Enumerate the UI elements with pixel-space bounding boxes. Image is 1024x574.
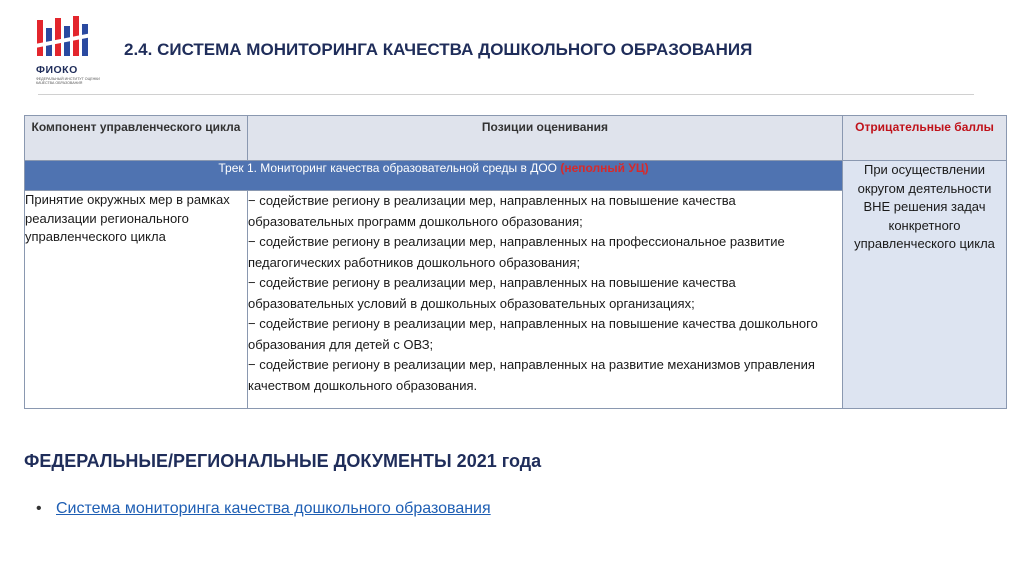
track-label bbox=[25, 161, 843, 191]
track-row bbox=[25, 161, 1007, 191]
component-cell: Принятие окружных мер в рамках реализации регионального управленческого цикла bbox=[25, 191, 248, 409]
track-highlight: (неполный УЦ) bbox=[560, 161, 649, 175]
documents-title: ФЕДЕРАЛЬНЫЕ/РЕГИОНАЛЬНЫЕ ДОКУМЕНТЫ 2021 года bbox=[24, 451, 542, 471]
track-title: Трек 1. Мониторинг качества образовательной среды в ДОО bbox=[218, 161, 558, 175]
header-negative: Отрицательные баллы bbox=[843, 116, 1007, 161]
positions-cell: − содействие региону в реализации мер, направленных на повышение качества образовательных программ дошкольного образования; − содействие региону в реализации мер, направленных на профессиональное развитие педагогических работников дошкольного образования; − содействие региону в реализации мер, направленных на повышение качества образовательных условий в дошкольных образовательных организациях; − содействие региону в реализации мер, направленных на повышение качества дошкольного образования для детей с ОВЗ; − содействие региону в реализации мер, направленных на развитие механизмов управления качеством дошкольного образования. bbox=[248, 191, 843, 409]
fioko-logo-icon bbox=[35, 14, 97, 60]
negative-points-cell: При осуществлении округом деятельности ВНЕ решения задач конкретного управленческого цикла bbox=[843, 161, 1007, 409]
header-component: Компонент управленческого цикла bbox=[25, 116, 248, 161]
bullet-icon: • bbox=[36, 500, 42, 517]
page-title: 2.4. СИСТЕМА МОНИТОРИНГА КАЧЕСТВА ДОШКОЛЬНОГО ОБРАЗОВАНИЯ bbox=[124, 40, 753, 59]
header-positions: Позиции оценивания bbox=[248, 116, 843, 161]
logo-name: ФИОКО bbox=[36, 64, 78, 76]
title-divider bbox=[38, 94, 974, 95]
document-link[interactable]: Система мониторинга качества дошкольного образования bbox=[56, 500, 491, 517]
table-header-row bbox=[25, 116, 1007, 161]
monitoring-table bbox=[24, 115, 1007, 409]
list-item bbox=[36, 500, 491, 518]
logo-subtitle: ФЕДЕРАЛЬНЫЙ ИНСТИТУТ ОЦЕНКИ КАЧЕСТВА ОБРАЗОВАНИЯ bbox=[36, 77, 100, 86]
